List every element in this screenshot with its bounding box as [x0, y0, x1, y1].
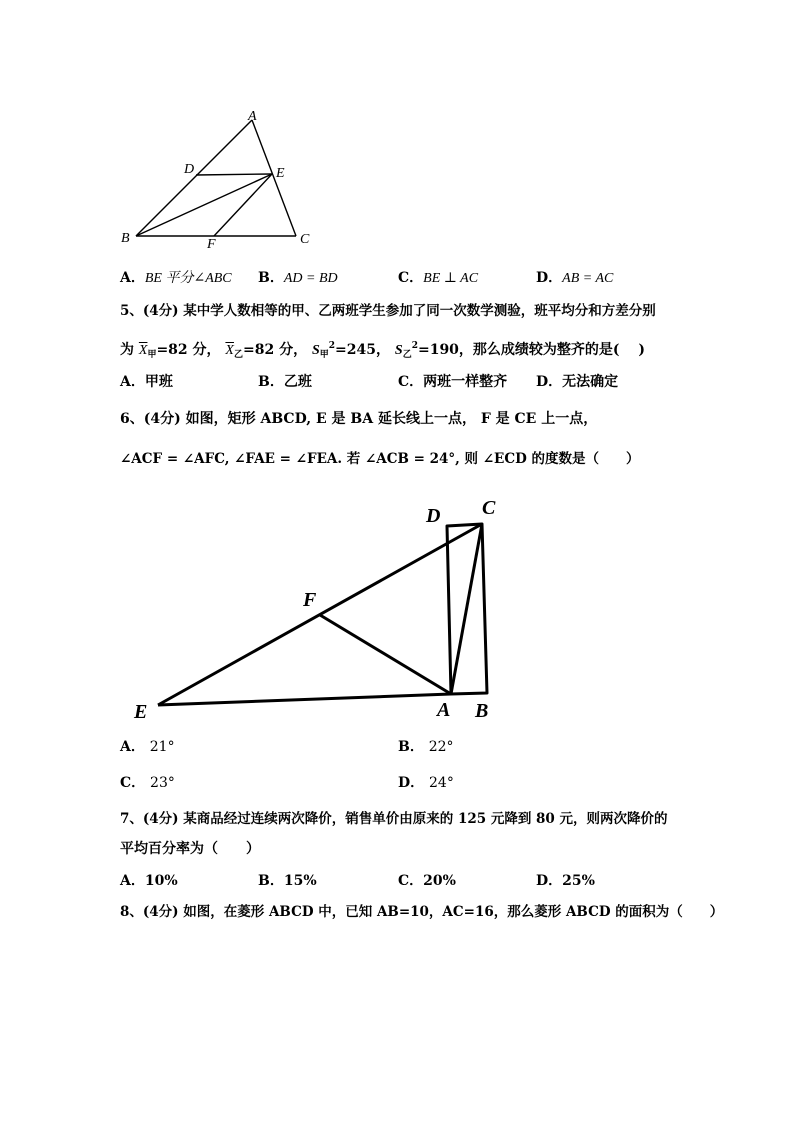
q6-stem-line2: ∠ACF = ∠AFC, ∠FAE = ∠FEA. 若 ∠ACB = 24°, 则 ∠ECD 的度数是（ ） — [120, 451, 640, 467]
q6-option-a[interactable] — [120, 737, 175, 757]
option-text: 22° — [428, 739, 454, 755]
option-letter: C． — [398, 270, 424, 286]
q7-stem-line1: 7、(4分) 某商品经过连续两次降价，销售单价由原来的 125 元降到 80 元，则两次降价的 — [120, 811, 668, 827]
label-a-fig1: A — [248, 109, 257, 124]
option-letter: D． — [536, 374, 563, 390]
q5-stem-line1: 5、(4分) 某中学人数相等的甲、乙两班学生参加了同一次数学测验，班平均分和方差分别 — [120, 303, 656, 319]
option-text: AD = BD — [283, 271, 338, 286]
q8-stem-line1: 8、(4分) 如图，在菱形 ABCD 中，已知 AB=10，AC=16，那么菱形 ABCD 的面积为（ ） — [120, 904, 724, 920]
q5-seg1: =82 分， — [156, 342, 221, 358]
q7-option-a[interactable] — [120, 871, 178, 891]
option-text: 24° — [429, 775, 454, 791]
option-text: BE 平分∠ABC — [144, 271, 232, 286]
option-letter: C． — [398, 873, 424, 889]
s-symbol: S — [394, 343, 403, 358]
option-letter: B． — [398, 739, 424, 755]
option-text: AB = AC — [562, 271, 614, 286]
label-a-fig2: A — [437, 699, 451, 721]
sub-yi: 乙 — [233, 350, 243, 360]
option-letter: A． — [120, 739, 145, 755]
q5-seg2: =82 分， — [243, 342, 308, 358]
xbar-symbol: $\overline{X}$ — [225, 343, 234, 358]
option-letter: C． — [398, 374, 424, 390]
label-e-fig1: E — [276, 166, 285, 181]
label-c-fig2: C — [482, 497, 496, 519]
q7-option-c[interactable] — [398, 871, 456, 891]
label-f-fig1: F — [207, 237, 216, 252]
option-text: 20% — [423, 873, 456, 889]
label-e-fig2: E — [134, 701, 148, 723]
q7-option-b[interactable] — [258, 871, 317, 891]
option-text: 甲班 — [144, 374, 173, 390]
option-text: 21° — [149, 739, 175, 755]
option-letter: D． — [536, 270, 563, 286]
option-letter: D． — [398, 775, 425, 791]
sub-jia: 甲 — [147, 350, 157, 360]
option-text: 15% — [283, 873, 317, 889]
option-letter: C． — [120, 775, 146, 791]
option-letter: D． — [536, 873, 563, 889]
q6-stem-line1: 6、(4分) 如图，矩形 ABCD, E 是 BA 延长线上一点， F 是 CE 上一点， — [120, 411, 598, 427]
q6-option-b[interactable] — [398, 737, 454, 757]
option-letter: A． — [120, 873, 145, 889]
option-text: BE ⊥ AC — [423, 271, 479, 286]
q6-option-c[interactable] — [120, 773, 175, 793]
label-d-fig1: D — [184, 162, 195, 177]
label-b-fig2: B — [475, 700, 489, 722]
sub-jia: 甲 — [319, 350, 329, 360]
option-letter: A． — [120, 374, 145, 390]
q5-seg4: =190，那么成绩较为整齐的是( ) — [417, 342, 646, 358]
option-text: 25% — [562, 873, 595, 889]
option-letter: A． — [120, 270, 145, 286]
q6-option-d[interactable] — [398, 773, 454, 793]
xbar-symbol: $\overline{X}$ — [138, 343, 148, 358]
label-b-fig1: B — [121, 231, 130, 246]
squared: 2 — [411, 341, 418, 351]
q5-seg3: =245， — [335, 342, 391, 358]
option-text: 23° — [150, 775, 175, 791]
label-c-fig1: C — [300, 232, 310, 247]
option-text: 无法确定 — [562, 374, 619, 390]
squared: 2 — [328, 341, 336, 351]
option-letter: B． — [258, 873, 284, 889]
q7-option-d[interactable] — [536, 871, 595, 891]
option-letter: B． — [258, 270, 284, 286]
option-letter: B． — [258, 374, 284, 390]
label-f-fig2: F — [303, 589, 317, 611]
label-d-fig2: D — [426, 505, 441, 527]
s-symbol: S — [311, 343, 320, 358]
option-text: 乙班 — [283, 374, 312, 390]
q7-stem-line2: 平均百分率为（ ） — [120, 841, 260, 857]
q5-prefix: 为 — [120, 342, 134, 358]
option-text: 两班一样整齐 — [423, 374, 508, 390]
option-text: 10% — [144, 873, 178, 889]
sub-yi: 乙 — [402, 350, 412, 360]
